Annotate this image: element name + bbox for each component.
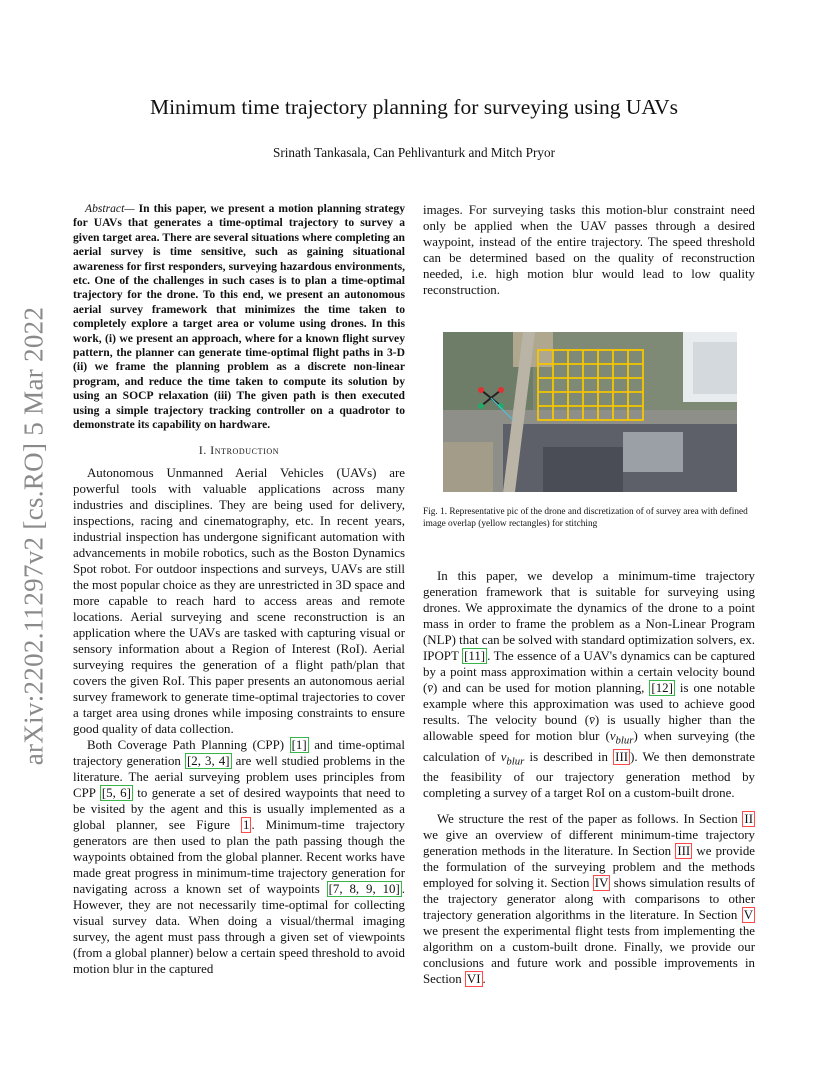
figure-1-caption: Fig. 1. Representative pic of the drone and discretization of of survey area with defined image overlap (yellow rectangles) for stitching [423, 507, 748, 529]
right-paragraph-2: We structure the rest of the paper as follows. In Section II we give an overview of different minimum-time trajectory generation methods in the literature. In Section III we provide the formulation of the surveying problem and the methods employed for solving it. Section IV shows simulation results of the trajectory generator along with comparisons to other trajectory generation algorithms in the literature. In Section V we present the experimental flight tests from implementing the algorithm on a custom-built drone. Finally, we provide our conclusions and future work and possible improvements in Section VI . [423, 812, 755, 987]
section-ref-link[interactable]: IV [594, 876, 609, 891]
section-ref-link[interactable]: V [743, 908, 753, 923]
citation-link[interactable]: [1] [291, 737, 307, 752]
abstract-text: In this paper, we present a motion planning strategy for UAVs that generates a time-optimal trajectory to survey a given target area. There are several situations where completing an aerial survey is time sensitive, such as gaining situational awareness for first responders, surveying hazardous environments, etc. One of the challenges in such cases is to plan a time-optimal trajectory for the drone. To this end, we present an autonomous aerial survey framework that minimizes the time taken to completely explore a target area or volume using drones. In this work, (i) we present an approach, where for a known flight survey pattern, the planner can generate time-optimal flight paths in 3-D (ii) we frame the planning problem as a discrete non-linear program, and reduce the time taken to compute its solution by using an SOCP relaxation (iii) The given path is then executed using a simple trajectory tracking controller on a quadrotor to demonstrate its capability on hardware. [73, 202, 405, 432]
continued-paragraph: images. For surveying tasks this motion-blur constraint need only be applied when the UAV passes through a desired waypoint, instead of the entire trajectory. The speed threshold can be determined based on the quality of reconstruction needed, i.e. high motion blur would lead to low quality reconstruction. [423, 203, 755, 297]
intro-paragraph-1: Autonomous Unmanned Aerial Vehicles (UAVs) are powerful tools with valuable applications across many industries and disciplines. They are being used for delivery, inspections, racing and cinematography, etc. In recent years, industrial inspection has undergone significant automation with advancements in mobile robotics, such as the Boston Dynamics Spot robot. For outdoor inspections and surveys, UAVs are still the most popular choice as they are unrestricted in 3D space and more capable to reach hard to access areas and remote locations. Aerial surveying and scene reconstruction is an application where the UAVs are tasked with capturing visual or sensory information about a Region of Interest (RoI). Aerial surveying requires the generation of a flight path/plan that covers the given RoI. This paper presents an autonomous aerial survey framework to generate time-optimal trajectories to cover a target area using drones while imposing constraints to ensure good quality of data collection. [73, 465, 405, 736]
section-ref-link[interactable]: II [744, 812, 753, 827]
figure-1-aerial-photo [443, 332, 737, 492]
citation-link[interactable]: [11] [464, 649, 486, 663]
abstract-label: Abstract [85, 202, 125, 215]
paper-authors: Srinath Tankasala, Can Pehlivanturk and Mitch Pryor [273, 145, 555, 160]
section-ref-link[interactable]: III [615, 749, 629, 764]
aerial-survey-image [443, 332, 737, 492]
left-column [73, 202, 405, 977]
abstract-dash: — [124, 202, 139, 215]
paper-title: Minimum time trajectory planning for surveying using UAVs [149, 95, 679, 119]
right-column [423, 202, 755, 987]
abstract [73, 202, 405, 433]
intro-paragraph-2: Both Coverage Path Planning (CPP) [1] and time-optimal trajectory generation [2, 3, 4] are well studied problems in the literature. The aerial surveying problem uses principles from CPP [5, 6] to generate a set of desired waypoints that need to be visited by the agent and this is usually implemented as a global planner, see Figure 1 . Minimum-time trajectory generators are then used to plan the path passing though the waypoints obtained from the global planner. Recent works have made great progress in minimum-time trajectory generation for navigating across a known set of waypoints [7, 8, 9, 10] . However, they are not necessarily time-optimal for collecting visual survey data. When doing a visual/thermal imaging survey, the agent must pass through a given set of viewpoints (from a global planner) below a certain speed threshold to avoid motion blur in the captured [73, 737, 406, 976]
figure-ref-link[interactable]: 1 [243, 817, 250, 832]
arxiv-side-stamp: arXiv:2202.11297v2 [cs.RO] 5 Mar 2022 [18, 306, 49, 766]
right-paragraph-1: In this paper, we develop a minimum-time trajectory generation framework that is suitable for surveying using drones. We approximate the dynamics of the drone to a point mass in order to frame the problem as a Non-Linear Program (NLP) that can be solved with standard optimization solvers, ex. IPOPT [11] . The essence of a UAV's dynamics can be captured by a point mass approximation within a certain velocity bound (v̄) and can be used for motion planning, [12] is one notable example where this approximation was used to achieve good results. The velocity bound (v̄) is usually higher than the allowable speed for motion blur $(v_{blur})$ when surveying (the calculation of $v_{blur}$ is described in III ). We then demonstrate the feasibility of our trajectory generation method by completing a survey of a target RoI on a custom-built drone. [423, 569, 756, 801]
citation-link[interactable]: [2, 3, 4] [186, 753, 230, 768]
citation-link[interactable]: [12] [651, 681, 673, 695]
citation-link[interactable]: [7, 8, 9, 10] [328, 881, 400, 896]
section-heading-introduction: I. Introduction [198, 444, 280, 457]
citation-link[interactable]: [5, 6] [101, 785, 131, 800]
section-ref-link[interactable]: VI [466, 972, 481, 987]
section-ref-link[interactable]: III [677, 844, 691, 859]
